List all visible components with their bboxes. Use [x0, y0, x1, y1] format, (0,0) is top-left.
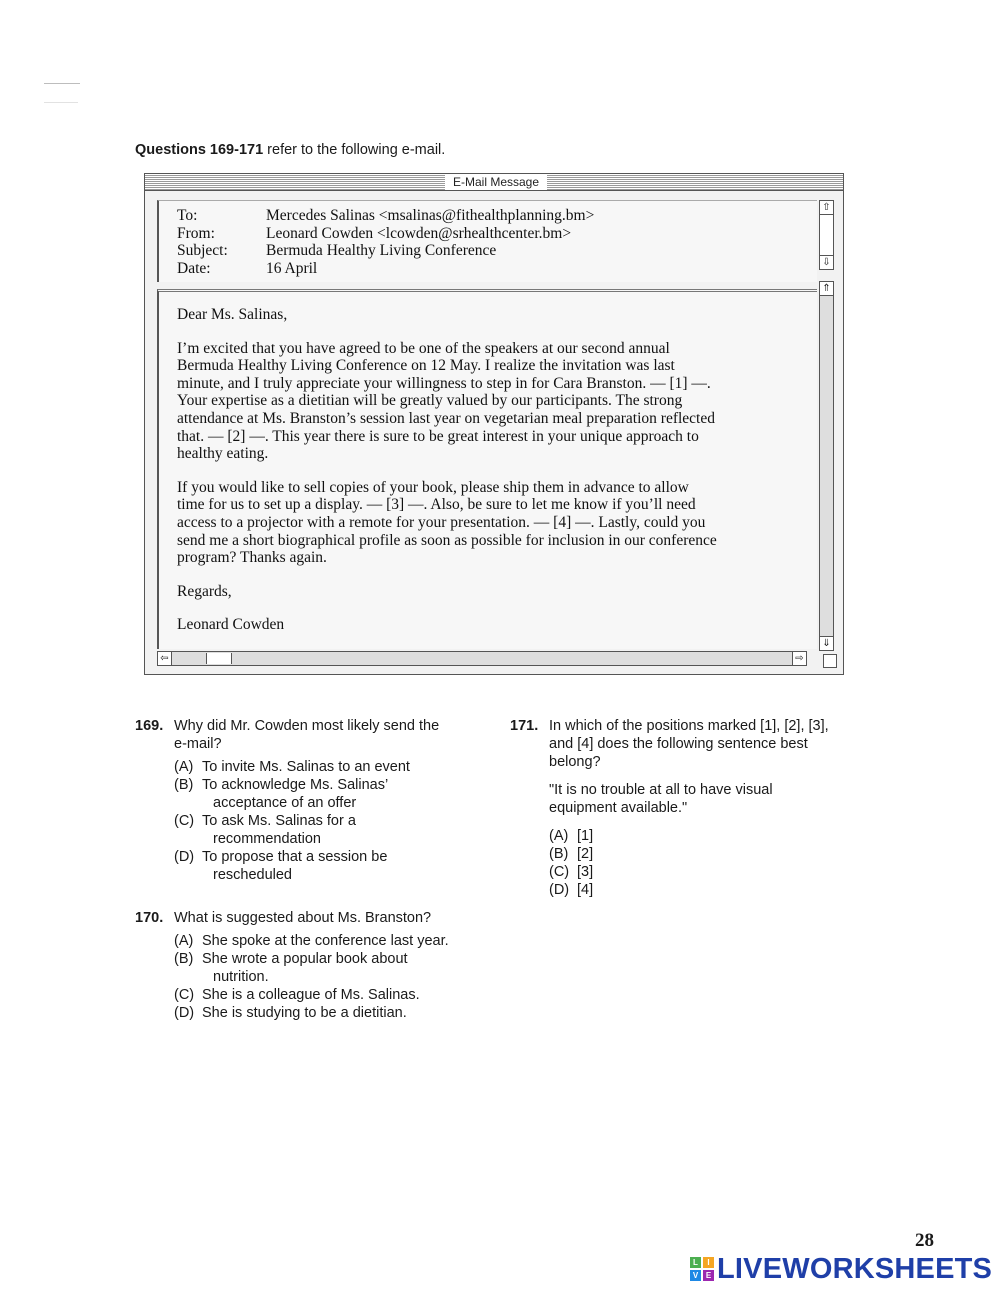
closing: Regards, — [177, 582, 232, 600]
body-line: Your expertise as a dietitian will be greatly valued by our participants. The strong — [177, 392, 683, 410]
scroll-up-icon[interactable]: ⇧ — [820, 201, 833, 215]
option-text: rescheduled — [213, 867, 292, 883]
question-number: 171. — [510, 718, 539, 734]
answer-options — [549, 827, 870, 899]
header-label: Subject: — [177, 242, 228, 259]
question-171 — [510, 717, 870, 899]
header-label: To: — [177, 207, 198, 224]
scan-mark — [44, 83, 80, 84]
question-170 — [135, 909, 485, 1022]
answer-option[interactable] — [549, 863, 870, 881]
logo-square: L — [690, 1257, 701, 1268]
question-number: 169. — [135, 718, 164, 734]
body-line: send me a short biographical profile as soon as possible for inclusion in our conference — [177, 531, 717, 549]
answer-option[interactable] — [549, 845, 870, 863]
option-text: She is a colleague of Ms. Salinas. — [202, 987, 420, 1003]
option-letter: (C) — [174, 987, 195, 1003]
option-text: To acknowledge Ms. Salinas’ — [202, 777, 389, 793]
answer-option[interactable] — [549, 881, 870, 899]
scroll-top-icon[interactable]: ⇑ — [820, 282, 833, 296]
header-value: Mercedes Salinas <msalinas@fithealthplanning.bm> — [266, 207, 595, 224]
logo-square: V — [690, 1270, 701, 1281]
paragraph-1 — [177, 340, 807, 463]
option-text: acceptance of an offer — [213, 795, 357, 811]
stem-line: belong? — [549, 754, 601, 770]
question-stem — [174, 909, 485, 927]
question-stem — [549, 717, 870, 771]
answer-option[interactable] — [174, 950, 485, 986]
scroll-thumb[interactable] — [206, 653, 232, 664]
option-letter: (A) — [174, 759, 194, 775]
option-text: [1] — [577, 828, 594, 844]
option-letter: (A) — [174, 933, 194, 949]
option-text: [2] — [577, 846, 594, 862]
liveworksheets-icon — [690, 1257, 714, 1281]
header-label: Date: — [177, 259, 211, 277]
quoted-sentence — [549, 781, 870, 817]
option-text: nutrition. — [213, 969, 269, 985]
questions-intro: Questions 169-171 refer to the following e-mail. — [135, 142, 446, 158]
header-label: From: — [177, 224, 215, 242]
answer-options — [174, 758, 485, 884]
scroll-bottom-icon[interactable]: ⇓ — [820, 636, 833, 650]
header-scrollbar[interactable] — [819, 200, 834, 270]
question-number: 170. — [135, 910, 164, 926]
header-row — [177, 242, 594, 260]
resize-handle-icon[interactable] — [823, 654, 837, 668]
body-scrollbar[interactable] — [819, 281, 834, 651]
logo-square: I — [703, 1257, 714, 1268]
option-text: To ask Ms. Salinas for a — [202, 813, 356, 829]
answer-option[interactable] — [174, 986, 485, 1004]
email-body-pane — [157, 289, 817, 649]
scroll-down-icon[interactable]: ⇩ — [820, 255, 833, 269]
header-value: 16 April — [266, 259, 318, 277]
option-letter: (C) — [174, 813, 195, 829]
logo-square: E — [703, 1270, 714, 1281]
stem-line: In which of the positions marked [1], [2], [3], — [549, 718, 829, 734]
body-line: If you would like to sell copies of your book, please ship them in advance to allow — [177, 478, 689, 496]
body-line: Bermuda Healthy Living Conference on 12 May. I realize the invitation was last — [177, 357, 675, 375]
option-letter: (B) — [174, 951, 194, 967]
scan-mark — [44, 102, 78, 103]
answer-option[interactable] — [174, 776, 485, 812]
option-text: To propose that a session be — [202, 849, 388, 865]
signature: Leonard Cowden — [177, 616, 285, 634]
header-value: Leonard Cowden <lcowden@srhealthcenter.bm> — [266, 224, 572, 242]
option-letter: (B) — [174, 777, 194, 793]
greeting: Dear Ms. Salinas, — [177, 306, 288, 323]
scroll-right-icon[interactable]: ⇨ — [792, 652, 806, 665]
answer-option[interactable] — [174, 1004, 485, 1022]
stem-line: Why did Mr. Cowden most likely send the — [174, 718, 440, 734]
body-line: minute, and I truly appreciate your willingness to step in for Cara Branston. — [1] —. — [177, 374, 711, 392]
option-text: To invite Ms. Salinas to an event — [202, 759, 410, 775]
window-title-bar[interactable] — [145, 174, 843, 191]
quote-line: "It is no trouble at all to have visual — [549, 782, 773, 798]
body-line: healthy eating. — [177, 445, 269, 463]
answer-options — [174, 932, 485, 1022]
header-row — [177, 260, 594, 278]
quote-line: equipment available." — [549, 800, 688, 816]
body-line: time for us to set up a display. — [3] —. Also, be sure to let me know if you’ll need — [177, 496, 696, 514]
body-line: program? Thanks again. — [177, 549, 327, 567]
body-line: access to a projector with a remote for your presentation. — [4] —. Lastly, could you — [177, 513, 706, 531]
header-row — [177, 207, 594, 225]
question-169 — [135, 717, 485, 884]
answer-option[interactable] — [174, 932, 485, 950]
question-stem — [174, 717, 485, 753]
body-line: that. — [2] —. This year there is sure to be great interest in your unique approach to — [177, 427, 699, 445]
option-text: recommendation — [213, 831, 321, 847]
answer-option[interactable] — [549, 827, 870, 845]
option-letter: (D) — [174, 1005, 195, 1021]
email-body — [177, 306, 807, 634]
horizontal-scrollbar[interactable] — [157, 651, 807, 666]
option-text: She is studying to be a dietitian. — [202, 1005, 407, 1021]
email-header-pane — [157, 200, 817, 282]
option-letter: (D) — [174, 849, 195, 865]
header-value: Bermuda Healthy Living Conference — [266, 242, 497, 259]
scroll-left-icon[interactable]: ⇦ — [158, 652, 172, 665]
body-line: attendance at Ms. Branston’s session last year on vegetarian meal preparation reflected — [177, 409, 715, 427]
paragraph-2 — [177, 479, 807, 567]
option-letter: (D) — [549, 882, 570, 898]
option-text: She wrote a popular book about — [202, 951, 408, 967]
window-title: E-Mail Message — [445, 174, 547, 190]
header-row — [177, 225, 594, 243]
email-window — [144, 173, 844, 675]
answer-option[interactable] — [174, 848, 485, 884]
answer-option[interactable] — [174, 758, 485, 776]
option-letter: (C) — [549, 864, 570, 880]
option-text: [3] — [577, 864, 594, 880]
stem-line: What is suggested about Ms. Branston? — [174, 910, 432, 926]
option-text: [4] — [577, 882, 594, 898]
option-letter: (A) — [549, 828, 569, 844]
page-number: 28 — [915, 1230, 934, 1251]
body-line: I’m excited that you have agreed to be one of the speakers at our second annual — [177, 339, 670, 357]
stem-line: and [4] does the following sentence best — [549, 736, 808, 752]
stem-line: e-mail? — [174, 736, 222, 752]
option-text: She spoke at the conference last year. — [202, 933, 449, 949]
email-headers — [177, 207, 594, 277]
answer-option[interactable] — [174, 812, 485, 848]
brand-name: LIVEWORKSHEETS — [717, 1253, 993, 1285]
option-letter: (B) — [549, 846, 569, 862]
